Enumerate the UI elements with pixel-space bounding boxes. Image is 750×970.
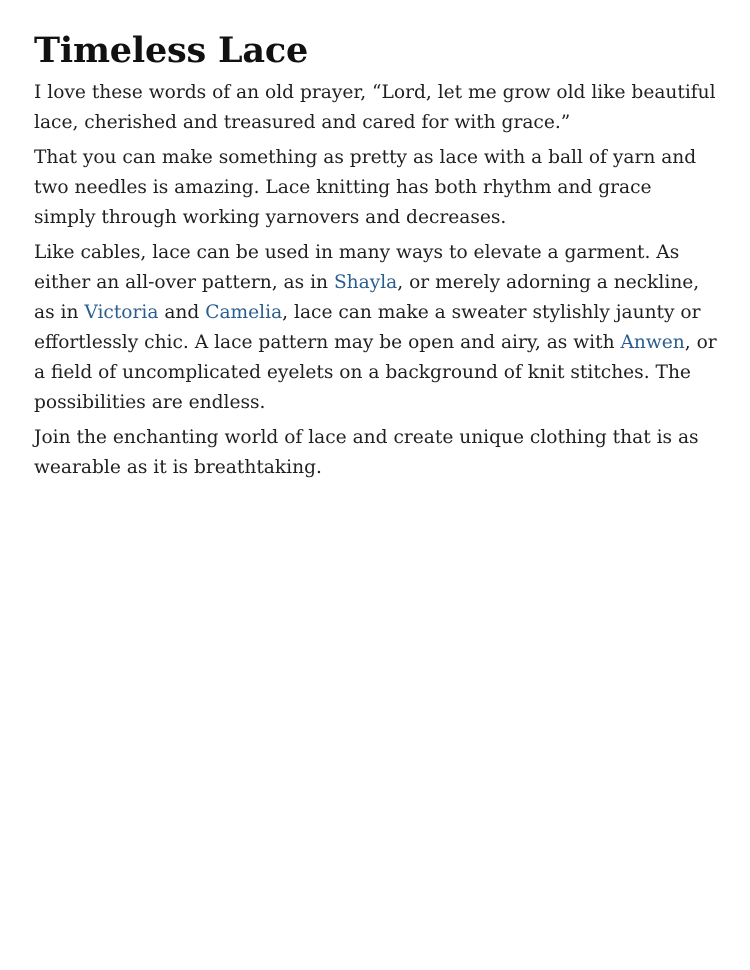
victoria-link[interactable]: Victoria bbox=[84, 302, 159, 323]
paragraph-text: , or merely adorning a neckline, as in bbox=[34, 272, 700, 323]
article bbox=[34, 30, 718, 488]
paragraph-text: and bbox=[158, 302, 206, 323]
camelia-link[interactable]: Camelia bbox=[205, 302, 283, 323]
page-title: Timeless Lace bbox=[34, 30, 309, 71]
paragraph-lace-knitting: That you can make something as pretty as lace with a ball of yarn and two needles is amazing. Lace knitting has both rhythm and grace simply through working yarnovers and decreases. bbox=[34, 147, 697, 228]
paragraph-text: , or a field of uncomplicated eyelets on a background of knit stitches. The possibilities are endless. bbox=[34, 332, 717, 413]
intro-paragraph: I love these words of an old prayer, “Lord, let me grow old like beautiful lace, cherished and treasured and cared for with grace.” bbox=[34, 82, 716, 133]
shayla-link[interactable]: Shayla bbox=[333, 272, 398, 293]
paragraph-text: Like cables, lace can be used in many ways to elevate a garment. As either an all-over pattern, as in bbox=[34, 242, 680, 293]
paragraph-text: , lace can make a sweater stylishly jaunty or effortlessly chic. A lace pattern may be open and airy, as with bbox=[34, 302, 701, 353]
closing-paragraph: Join the enchanting world of lace and create unique clothing that is as wearable as it is breathtaking. bbox=[34, 427, 699, 478]
anwen-link[interactable]: Anwen bbox=[620, 332, 685, 353]
paragraph-lace-uses bbox=[34, 238, 718, 418]
